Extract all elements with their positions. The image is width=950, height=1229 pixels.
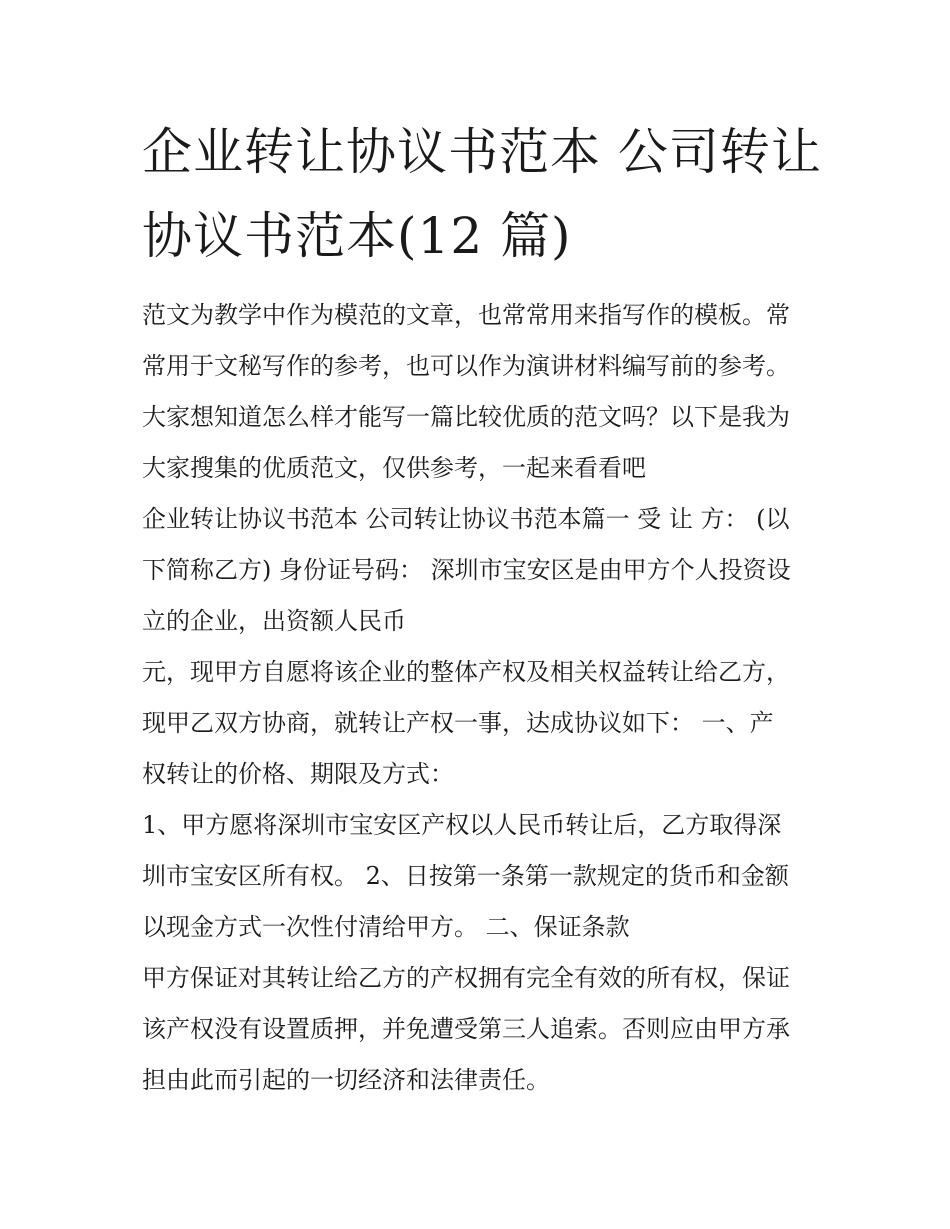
text-line: 大家搜集的优质范文，仅供参考，一起来看看吧 (142, 454, 646, 482)
text-line: 下简称乙方) 身份证号码： 深圳市宝安区是由甲方个人投资设 (142, 556, 791, 584)
body-paragraph (142, 953, 822, 1106)
text-line: 元，现甲方自愿将该企业的整体产权及相关权益转让给乙方， (142, 658, 790, 686)
text-line: 大家想知道怎么样才能写一篇比较优质的范文吗？以下是我为 (142, 403, 790, 431)
text-line: 现甲乙双方协商，就转让产权一事，达成协议如下： 一、产 (142, 709, 774, 737)
text-line: 企业转让协议书范本 公司转让协议书范本篇一 受 让 方： (以 (142, 505, 790, 533)
title-line: 企业转让协议书范本 公司转让 (142, 123, 822, 181)
text-line: 该产权没有设置质押，并免遭受第三人追索。否则应由甲方承 (142, 1015, 790, 1043)
text-line: 担由此而引起的一切经济和法律责任。 (142, 1066, 550, 1094)
document-page (142, 110, 822, 1106)
body-paragraph (142, 800, 822, 953)
text-line: 常用于文秘写作的参考，也可以作为演讲材料编写前的参考。 (142, 352, 790, 380)
text-line: 权转让的价格、期限及方式： (142, 760, 454, 788)
body-paragraph (142, 494, 822, 647)
title-line: 协议书范本(12 篇) (142, 207, 572, 265)
text-line: 甲方保证对其转让给乙方的产权拥有完全有效的所有权，保证 (142, 964, 790, 992)
text-line: 圳市宝安区所有权。 2、日按第一条第一款规定的货币和金额 (142, 862, 789, 890)
text-line: 立的企业，出资额人民币 (142, 607, 406, 635)
intro-paragraph (142, 290, 822, 494)
text-line: 1、甲方愿将深圳市宝安区产权以人民币转让后，乙方取得深 (142, 811, 782, 839)
document-title (142, 110, 822, 278)
text-line: 范文为教学中作为模范的文章，也常常用来指写作的模板。常 (142, 301, 790, 329)
text-line: 以现金方式一次性付清给甲方。 二、保证条款 (142, 913, 630, 941)
body-paragraph (142, 647, 822, 800)
